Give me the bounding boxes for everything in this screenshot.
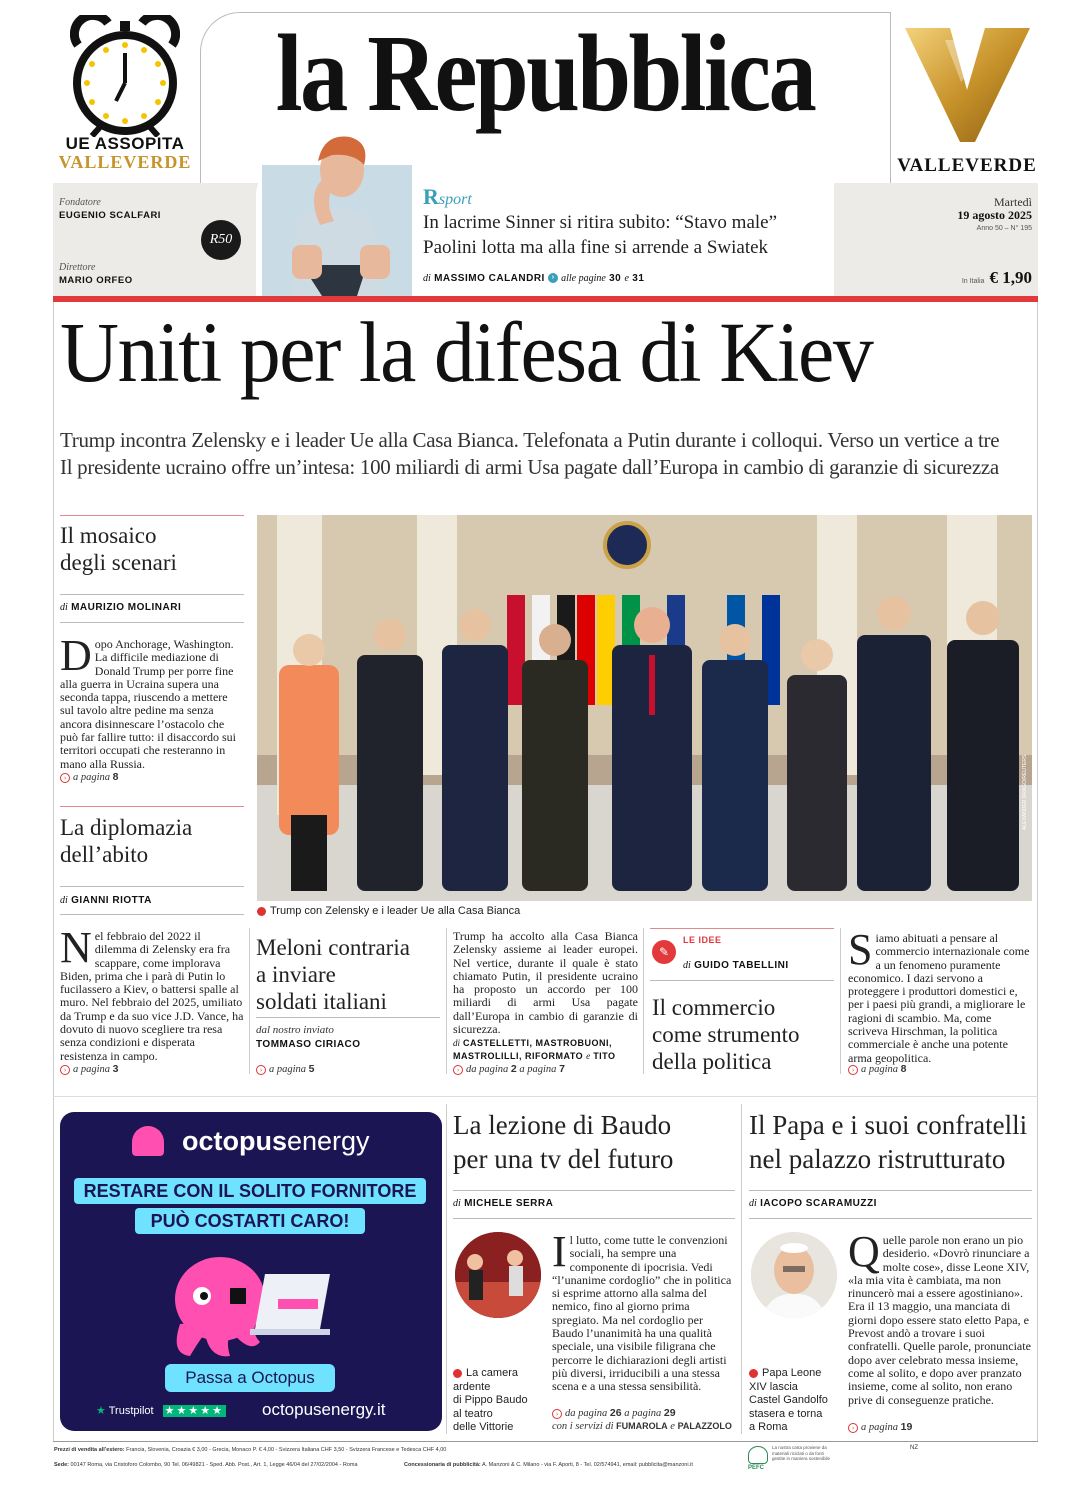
footer-prices-text: Francia, Slovenia, Croazia € 3,00 - Grecia, Monaco P. € 4,00 - Svizzera Italiana CHF 3,50 - Svizzera Francese e Tedesca CHF 4,00 [126, 1447, 447, 1453]
trustpilot [96, 1404, 226, 1417]
octopus-ad[interactable] [60, 1112, 442, 1431]
mosaico-rule [60, 594, 244, 595]
baudo-ref-page-a: 26 [609, 1407, 622, 1419]
sport-byline [423, 273, 644, 284]
papa-title-line1: Il Papa e i suoi confratelli [749, 1110, 1028, 1140]
price-label: In Italia [961, 278, 985, 285]
mosaico-by-name: MAURIZIO MOLINARI [71, 602, 182, 613]
page-border-right [1037, 302, 1038, 1442]
sport-page-b[interactable]: 31 [632, 273, 645, 284]
sport-kicker [423, 184, 472, 210]
director-label: Direttore [59, 262, 96, 273]
meloni-rule [256, 1017, 440, 1018]
caption-bullet-icon [749, 1369, 758, 1378]
papa-photo-illustration [751, 1232, 837, 1318]
diplomazia-by-prefix: di [60, 895, 68, 906]
column-separator [446, 928, 447, 1074]
mosaico-title-line1: Il mosaico [60, 523, 157, 548]
baudo-caption-4: al teatro [453, 1407, 493, 1420]
trustpilot-rating-icon: ★★★★★ [164, 1405, 224, 1417]
arrow-icon: › [848, 1065, 858, 1075]
trump-ref-page-b: 7 [559, 1063, 565, 1075]
papa-caption-4: stasera e torna [749, 1407, 823, 1420]
caption-bullet-icon [453, 1369, 462, 1378]
founder-label: Fondatore [59, 197, 101, 208]
baudo-caption-1: La camera [466, 1367, 518, 1379]
octopus-brand-b: energy [287, 1126, 370, 1156]
meloni-ref-prefix: a pagina [269, 1064, 307, 1075]
baudo-by-prefix: di [453, 1198, 461, 1209]
papa-caption-1: Papa Leone [762, 1367, 822, 1379]
baudo-title-line2: per una tv del futuro [453, 1144, 674, 1174]
papa-ref-prefix: a pagina [861, 1422, 899, 1433]
baudo-byline [453, 1198, 553, 1209]
mosaico-rule-2 [60, 622, 244, 623]
idee-title-line2: come strumento [652, 1022, 800, 1047]
baudo-pageref[interactable] [552, 1407, 676, 1419]
meloni-title-line2: a inviare [256, 962, 336, 987]
arrow-icon: › [453, 1065, 463, 1075]
left-promo-title: UE ASSOPITA [65, 134, 185, 153]
baudo-ref-mid: a pagina [624, 1408, 662, 1419]
ad-url[interactable]: octopusenergy.it [262, 1400, 386, 1419]
meloni-ref-page: 5 [308, 1063, 315, 1075]
main-photo[interactable] [257, 515, 1032, 901]
mosaico-dropcap: D [60, 631, 92, 680]
footer-conc [404, 1462, 693, 1468]
main-subhead-1: Trump incontra Zelensky e i leader Ue alla Casa Bianca. Telefonata a Putin durante i colloqui. Verso un vertice a tre [60, 428, 1000, 452]
diplomazia-body-text: el febbraio del 2022 il dilemma di Zelensky era fra scappare, come imploravа Biden, prima che i parà di Putin lo fucilassero a Kiev, o battersi spalle al muro. Nel febbraio del 2025, umiliato da Trump e da suo vice J.D. Vance, ha dovuto di nuovo scegliere tra resa senza condizioni e disperata resistenza in campo. [60, 929, 244, 1063]
papa-byline [749, 1198, 877, 1209]
baudo-rule [453, 1190, 735, 1191]
diplomazia-ref-prefix: a pagina [73, 1064, 111, 1075]
column-separator [643, 928, 644, 1074]
photo-credit: ALEXANDER DRAGO/REUTERS [1022, 754, 1028, 830]
price-value: € 1,90 [989, 268, 1032, 287]
idee-ref-page: 8 [900, 1063, 907, 1075]
baudo-services-and: e [670, 1421, 675, 1432]
baudo-caption-5: delle Vittorie [453, 1421, 514, 1433]
mosaico-by-prefix: di [60, 602, 68, 613]
trump-authors-b: MASTROLILLI, RIFORMATO [453, 1051, 584, 1061]
main-photo-caption-text: Trump con Zelensky e i leader Ue alla Casa Bianca [270, 905, 521, 917]
issue-day: Martedì [994, 195, 1032, 209]
meloni-title-line1: Meloni contraria [256, 935, 410, 960]
left-promo-brand: VALLEVERDE [58, 152, 192, 172]
baudo-title-line1: La lezione di Baudo [453, 1110, 672, 1140]
papa-rule-2 [749, 1218, 1032, 1219]
sinner-photo [262, 125, 412, 296]
footer-conc-label: Concessionaria di pubblicità: [404, 1462, 481, 1468]
diplomazia-by-name: GIANNI RIOTTA [71, 895, 152, 906]
arrow-icon: › [552, 1409, 562, 1419]
column-separator [249, 928, 250, 1074]
trump-ref-page-a: 2 [510, 1063, 517, 1075]
octopus-brand-a: octopus [182, 1126, 287, 1156]
trump-story-body: Trump ha accolto alla Casa Bianca Zelensky assieme ai leader europei. Nel vertice, durante il quale è stato chiamato Putin, il presidente ucraino ha proposto un accordo per 100 miliardi di armi Usa pagate dall’Europa in cambio di garanzie di sicurezza. [453, 929, 638, 1037]
sport-kicker-r: R [423, 184, 439, 209]
column-separator [741, 1104, 742, 1434]
baudo-title[interactable] [453, 1108, 735, 1176]
octopus-brand [182, 1126, 370, 1157]
trustpilot-star-icon: ★ [96, 1405, 106, 1417]
papa-photo[interactable] [751, 1232, 837, 1318]
mosaico-body [60, 631, 244, 771]
sport-line2[interactable]: Paolini lotta ma alla fine si arrende a Swiatek [423, 237, 769, 258]
column-separator [840, 928, 841, 1074]
sport-line1[interactable]: In lacrime Sinner si ritira subito: “Stavo male” [423, 212, 778, 233]
idee-title[interactable] [652, 994, 836, 1075]
section-rule [53, 1096, 1038, 1097]
main-photo-illustration [257, 515, 1032, 901]
trustpilot-label: Trustpilot [108, 1405, 154, 1417]
diplomazia-top-rule [60, 806, 244, 807]
baudo-ref-prefix: da pagina [565, 1408, 608, 1419]
idee-byline [683, 960, 789, 971]
papa-by-name: IACOPO SCARAMUZZI [760, 1198, 877, 1209]
papa-title-line2: nel palazzo ristrutturato [749, 1144, 1006, 1174]
issue-number: Anno 50 – N° 195 [976, 225, 1032, 232]
idee-top-rule [650, 928, 834, 929]
sport-by-prefix: di [423, 273, 431, 284]
masthead-logo: la Repubblica [275, 12, 815, 134]
column-separator [446, 1104, 447, 1434]
papa-rule [749, 1190, 1032, 1191]
director-name: MARIO ORFEO [59, 275, 133, 286]
sport-kicker-text: sport [438, 191, 472, 208]
footer-nz: NZ [910, 1445, 918, 1451]
trump-authors-a: CASTELLETTI, MASTROBUONI, [463, 1038, 613, 1048]
arrow-icon: › [256, 1065, 266, 1075]
diplomazia-byline [60, 895, 152, 906]
baudo-photo-illustration [455, 1232, 541, 1318]
idee-pageref[interactable] [848, 1063, 907, 1075]
baudo-photo[interactable] [455, 1232, 541, 1318]
main-headline[interactable]: Uniti per la difesa di Kiev [60, 304, 873, 400]
valleverde-logo-icon [905, 20, 1030, 145]
baudo-services-b: PALAZZOLO [677, 1421, 732, 1431]
trump-authors-c: TITO [593, 1051, 616, 1061]
idee-body [848, 925, 1032, 1065]
diplomazia-ref-page: 3 [112, 1063, 119, 1075]
founder-name: EUGENIO SCALFARI [59, 210, 161, 221]
mosaico-pageref[interactable] [60, 771, 119, 783]
arrow-icon: › [60, 1065, 70, 1075]
papa-title[interactable] [749, 1108, 1034, 1176]
diplomazia-title-line2: dell’abito [60, 842, 149, 867]
baudo-rule-2 [453, 1218, 735, 1219]
trump-story-authors [453, 1037, 643, 1063]
idee-by-prefix: di [683, 960, 691, 971]
idee-dropcap: S [848, 925, 873, 974]
baudo-ref-page-b: 29 [663, 1407, 676, 1419]
papa-caption-5: a Roma [749, 1421, 788, 1433]
idee-by-name: GUIDO TABELLINI [694, 960, 789, 971]
footer-conc-text: A. Manzoni & C. Milano - via F. Aporti, 8 - Tel. 02/574941, email: pubblicita@manzoni.it [481, 1462, 693, 1468]
sport-by-name: MASSIMO CALANDRI [434, 273, 545, 284]
idee-title-line1: Il commercio [652, 995, 776, 1020]
idee-ref-prefix: a pagina [861, 1064, 899, 1075]
meloni-by-name: TOMMASO CIRIACO [256, 1039, 361, 1050]
right-promo-brand: VALLEVERDE [897, 155, 1037, 176]
issue-date: 19 agosto 2025 [957, 208, 1032, 222]
pefc-text: La nostra carta proviene da materiali riciclati o da fonti gestite in maniera sostenibile [772, 1445, 831, 1461]
octopus-mascot-icon [160, 1244, 340, 1364]
baudo-services [552, 1421, 732, 1432]
arrow-icon: › [548, 273, 558, 283]
meloni-by-prefix: dal nostro inviato [256, 1024, 334, 1036]
caption-bullet-icon [257, 907, 266, 916]
ad-banner-1: RESTARE CON IL SOLITO FORNITORE [74, 1178, 426, 1204]
pefc-logo-icon [748, 1446, 768, 1464]
sport-pages-mid: e [624, 273, 629, 284]
pefc-label: PEFC [748, 1465, 765, 1471]
diplomazia-body [60, 923, 244, 1063]
sport-page-a[interactable]: 30 [609, 273, 622, 284]
idee-title-line3: della politica [652, 1049, 772, 1074]
mosaico-top-rule [60, 515, 244, 516]
ad-banner-2: PUÒ COSTARTI CARO! [135, 1208, 365, 1234]
diplomazia-pageref[interactable] [60, 1063, 119, 1075]
r50-badge-text: R50 [209, 232, 233, 247]
meloni-title[interactable] [256, 934, 440, 1015]
trump-by-prefix: di [453, 1038, 461, 1048]
mosaico-body-text: opo Anchorage, Washington. La difficile mediazione di Donald Trump per porre fine alla guerra in Ucraina supera una seconda tappa, riuscendo a mettere sul tavolo altre pedine ma senza ancora disinnescare l’ostacolo che può far fallire tutto: il disaccordo sui territori occupati che resteranno in mano alla Russia. [60, 637, 236, 771]
mosaico-ref-prefix: a pagina [73, 772, 111, 783]
footer-prices [54, 1447, 446, 1453]
diplomazia-title[interactable] [60, 814, 244, 868]
baudo-caption [453, 1367, 545, 1435]
papa-ref-page: 19 [900, 1421, 913, 1433]
meloni-pageref[interactable] [256, 1063, 315, 1075]
footer-rule [53, 1441, 1038, 1442]
diplomazia-title-line1: La diplomazia [60, 815, 193, 840]
main-subhead-2: Il presidente ucraino offre un’intesa: 100 miliardi di armi Usa pagate dall’Europa in cambio di garanzie di sicurezza [60, 455, 999, 479]
r50-badge [201, 220, 241, 260]
ad-cta-button[interactable]: Passa a Octopus [165, 1364, 335, 1392]
papa-by-prefix: di [749, 1198, 757, 1209]
footer-sede-text: 00147 Roma, via Cristoforo Colombo, 90 Tel. 06/49821 - Sped. Abb. Post., Art. 1, Legge 46/04 del 27/02/2004 - Roma [70, 1462, 358, 1468]
footer-sede [54, 1462, 358, 1468]
diplomazia-rule-2 [60, 914, 244, 915]
arrow-icon: › [60, 773, 70, 783]
baudo-services-prefix: con i servizi di [552, 1421, 614, 1432]
papa-body [848, 1227, 1032, 1407]
papa-caption-2: XIV lascia [749, 1380, 798, 1393]
baudo-body [552, 1227, 735, 1394]
trump-authors-and: e [586, 1051, 591, 1061]
mosaico-ref-page: 8 [112, 771, 119, 783]
price-box [900, 268, 1032, 288]
main-photo-caption [257, 905, 520, 917]
idee-body-text: iamo abituati a pensare al commercio internazionale come a un fenomeno puramente economico. I dazi servono a proteggere i produttori domestici e, per i paesi più grandi, a migliorare le ragioni di scambio. Ma, come scriveva Hirschman, la politica commerciale è anche una potente arma geopolitica. [848, 931, 1030, 1065]
page-border-left [53, 302, 54, 1442]
papa-caption [749, 1367, 841, 1435]
baudo-body-text: l lutto, come tutte le convenzioni sociali, ha sempre una componente di ipocrisia. Vedi “l’unanime cordoglio” che in politica si esprime attorno alla salma del nemico, fino al giorno prima spregiato. Ma nel cordoglio per Baudo l’unanimità ha una qualità speciale, una visibile filigrana che percorre le dichiarazioni degli artisti più diversi, irriducibili a una stessa scena e a una stessa sensibilità. [552, 1233, 732, 1394]
papa-pageref[interactable] [848, 1421, 912, 1433]
baudo-by-name: MICHELE SERRA [464, 1198, 554, 1209]
trump-ref-prefix: da pagina [466, 1064, 509, 1075]
diplomazia-dropcap: N [60, 923, 92, 972]
papa-dropcap: Q [848, 1227, 880, 1276]
octopus-logo-icon [132, 1126, 164, 1156]
baudo-services-a: FUMAROLA [616, 1421, 668, 1431]
baudo-caption-3: di Pippo Baudo [453, 1394, 528, 1406]
mosaico-title[interactable] [60, 522, 244, 576]
diplomazia-rule [60, 886, 244, 887]
baudo-dropcap: I [552, 1227, 567, 1276]
idee-rule [650, 980, 834, 981]
sport-pages-prefix: alle pagine [561, 273, 606, 284]
meloni-title-line3: soldati italiani [256, 989, 387, 1014]
idee-icon: ✎ [652, 940, 676, 964]
mosaico-byline [60, 602, 181, 613]
trump-ref-mid: a pagina [519, 1064, 557, 1075]
footer-prices-label: Prezzi di vendita all’estero: [54, 1447, 125, 1453]
alarm-clock-icon [70, 15, 180, 137]
idee-kicker: LE IDEE [683, 935, 722, 945]
mosaico-title-line2: degli scenari [60, 550, 177, 575]
footer-sede-label: Sede: [54, 1462, 69, 1468]
papa-caption-3: Castel Gandolfo [749, 1394, 828, 1406]
trump-pageref[interactable] [453, 1063, 565, 1075]
arrow-icon: › [848, 1423, 858, 1433]
papa-body-text: uelle parole non erano un pio desiderio. «Dovrò rinunciare a molte cose», disse Leone XIV, «la mia vita è cambiata, ma non rinuncerò mai a essere agostiniano». Era il 13 maggio, una manciata di giorni dopo essere stato eletto Papa, e Prevost andò a trovare i suoi confratelli. Quelle parole, pronunciate dopo aver celebrato messa insieme, come al solito, e dopo aver pranzato insieme, come al solito, non erano prive di conseguenze pratiche. [848, 1233, 1031, 1407]
baudo-caption-2: ardente [453, 1380, 491, 1393]
